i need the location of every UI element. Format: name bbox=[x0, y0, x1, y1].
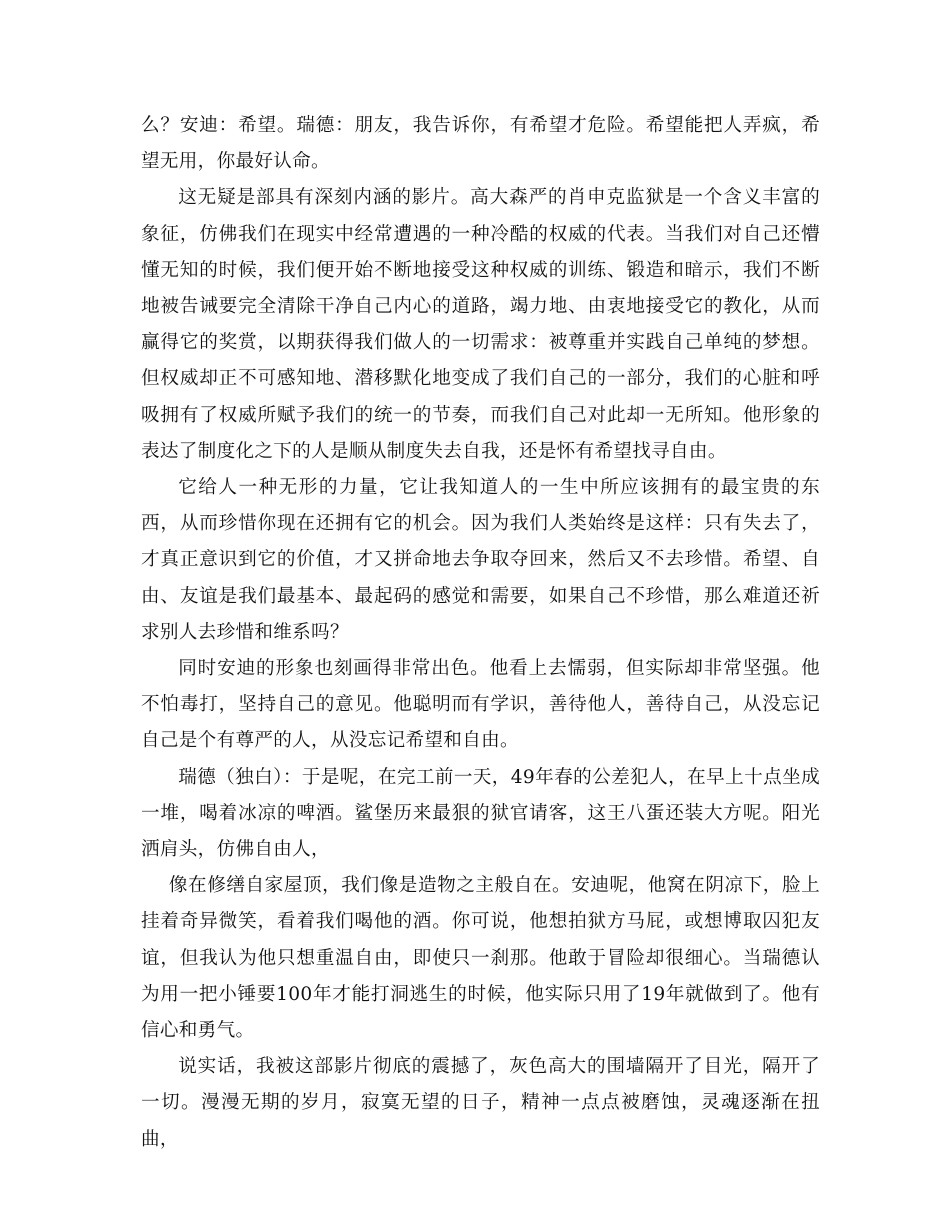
paragraph-4: 同时安迪的形象也刻画得非常出色。他看上去懦弱，但实际却非常坚强。他不怕毒打，坚持自己的意见。他聪明而有学识，善待他人，善待自己，从没忘记自己是个有尊严的人，从没忘记希望和自由。 bbox=[141, 658, 820, 752]
paragraph-6: 像在修缮自家屋顶，我们像是造物之主般自在。安迪呢，他窝在阴凉下，脸上挂着奇异微笑，看着我们喝他的酒。你可说，他想拍狱方马屁，或想博取囚犯友谊，但我认为他只想重温自由，即使只一刹那。他敢于冒险却很细心。当瑞德认为用一把小锤要100年才能打洞逃生的时候，他实际只用了19年就做到了。他有信心和勇气。 bbox=[141, 875, 820, 1042]
paragraph-1: 么？安迪：希望。瑞德：朋友，我告诉你，有希望才危险。希望能把人弄疯，希望无用，你最好认命。 bbox=[141, 115, 820, 173]
paragraph-2: 这无疑是部具有深刻内涵的影片。高大森严的肖申克监狱是一个含义丰富的象征，仿佛我们在现实中经常遭遇的一种冷酷的权威的代表。当我们对自己还懵懂无知的时候，我们便开始不断地接受这种权威的训练、锻造和暗示，我们不断地被告诫要完全清除干净自己内心的道路，竭力地、由衷地接受它的教化，从而赢得它的奖赏，以期获得我们做人的一切需求：被尊重并实践自己单纯的梦想。但权威却正不可感知地、潜移默化地变成了我们自己的一部分，我们的心脏和呼吸拥有了权威所赋予我们的统一的节奏，而我们自己对此却一无所知。他形象的表达了制度化之下的人是顺从制度失去自我，还是怀有希望找寻自由。 bbox=[141, 187, 820, 462]
paragraph-3: 它给人一种无形的力量，它让我知道人的一生中所应该拥有的最宝贵的东西，从而珍惜你现在还拥有它的机会。因为我们人类始终是这样：只有失去了，才真正意识到它的价值，才又拼命地去争取夺回来，然后又不去珍惜。希望、自由、友谊是我们最基本、最起码的感觉和需要，如果自己不珍惜，那么难道还祈求别人去珍惜和维系吗？ bbox=[141, 477, 820, 643]
paragraph-7: 说实话，我被这部影片彻底的震撼了，灰色高大的围墙隔开了目光，隔开了一切。漫漫无期的岁月，寂寞无望的日子，精神一点点被磨蚀，灵魂逐渐在扭曲， bbox=[141, 1056, 820, 1150]
paragraph-5: 瑞德（独白）：于是呢，在完工前一天，49年春的公差犯人，在早上十点坐成一堆，喝着冰凉的啤酒。鲨堡历来最狠的狱官请客，这王八蛋还装大方呢。阳光洒肩头，仿佛自由人， bbox=[141, 766, 820, 861]
